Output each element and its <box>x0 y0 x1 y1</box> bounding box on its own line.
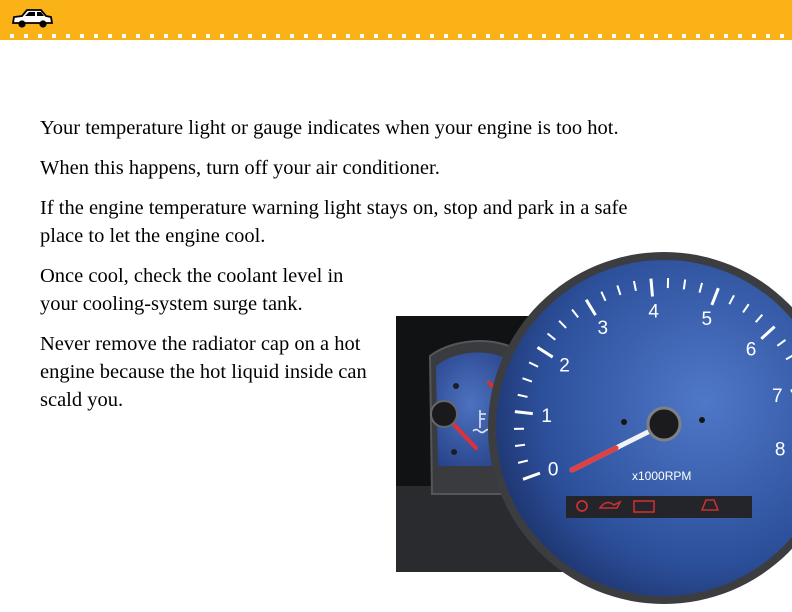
tachometer-number-1: 1 <box>541 406 552 428</box>
tachometer-number-2: 2 <box>559 355 570 377</box>
tachometer-tick <box>651 279 653 297</box>
dashboard-illustration <box>396 301 786 572</box>
temperature-needle-hub <box>431 401 457 427</box>
tachometer-number-8: 8 <box>774 439 786 461</box>
tachometer-number-0: 0 <box>547 459 559 481</box>
paragraph-radiator-cap-warning: Never remove the radiator cap on a hot engine because the hot liquid inside can scald you. <box>40 333 367 411</box>
paragraph-stop-and-park: If the engine temperature warning light stays on, stop and park in a safe place to let the engine cool. <box>40 197 628 247</box>
tachometer-unit-label: x1000RPM <box>632 469 692 483</box>
tachometer-number-3: 3 <box>597 318 609 340</box>
tachometer-number-6: 6 <box>745 339 757 361</box>
tachometer-tick <box>515 412 533 414</box>
tachometer-number-5: 5 <box>701 309 713 331</box>
paragraph-turn-off-ac: When this happens, turn off your air conditioner. <box>40 157 440 179</box>
header-divider <box>0 34 792 38</box>
dashboard-photo <box>396 301 786 572</box>
tachometer-number-4: 4 <box>648 301 660 323</box>
tachometer-tick <box>684 280 685 290</box>
tachometer-number-7: 7 <box>771 385 783 407</box>
paragraph-check-coolant: Once cool, check the coolant level in your cooling-system surge tank. <box>40 265 344 315</box>
tachometer-tick <box>515 445 525 446</box>
car-icon <box>10 6 54 30</box>
tachometer-needle-hub <box>648 408 680 440</box>
paragraph-temperature-indicator: Your temperature light or gauge indicates when your engine is too hot. <box>40 117 619 139</box>
